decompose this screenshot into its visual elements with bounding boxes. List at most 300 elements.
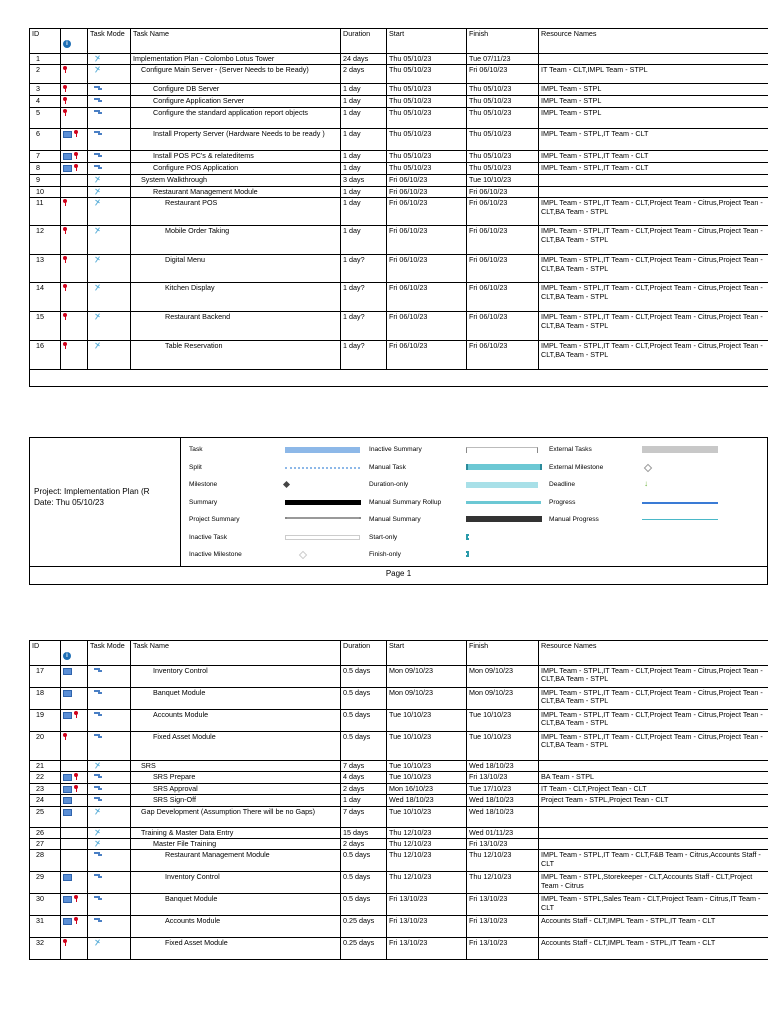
task-id-cell[interactable]: 21	[30, 761, 61, 772]
indicators-cell[interactable]	[61, 163, 88, 175]
resource-names-cell[interactable]: IMPL Team - STPL,IT Team - CLT,F&B Team - Citrus,Accounts Staff - CLT	[539, 850, 768, 872]
duration-cell[interactable]: 2 days	[341, 65, 387, 84]
task-id-cell[interactable]: 25	[30, 806, 61, 827]
finish-date-cell[interactable]: Tue 07/11/23	[467, 54, 539, 65]
resource-names-cell[interactable]: IMPL Team - STPL,IT Team - CLT,Project Team - Citrus,Project Tean - CLT,BA Team - STPL	[539, 198, 768, 226]
task-name-cell[interactable]: Banquet Module	[131, 894, 341, 916]
task-id-cell[interactable]: 19	[30, 710, 61, 732]
task-name-cell[interactable]: System Walkthrough	[131, 175, 341, 186]
finish-date-cell[interactable]: Thu 05/10/23	[467, 84, 539, 96]
duration-cell[interactable]: 0.5 days	[341, 688, 387, 710]
resource-names-cell[interactable]: Project Team - STPL,Project Tean - CLT	[539, 795, 768, 806]
duration-cell[interactable]: 4 days	[341, 772, 387, 783]
task-row-12[interactable]	[30, 226, 768, 255]
duration-cell[interactable]: 0.25 days	[341, 938, 387, 960]
indicators-cell[interactable]	[61, 129, 88, 151]
task-id-cell[interactable]: 1	[30, 54, 61, 65]
duration-cell[interactable]: 0.5 days	[341, 732, 387, 761]
duration-cell[interactable]: 0.5 days	[341, 666, 387, 688]
task-mode-cell[interactable]	[88, 54, 131, 65]
task-name-cell[interactable]: Accounts Module	[131, 916, 341, 938]
duration-cell[interactable]: 1 day?	[341, 283, 387, 312]
duration-cell[interactable]: 1 day	[341, 795, 387, 806]
duration-cell[interactable]: 0.5 days	[341, 894, 387, 916]
resource-names-cell[interactable]: IMPL Team - STPL,IT Team - CLT,Project Team - Citrus,Project Tean - CLT,BA Team - STPL	[539, 710, 768, 732]
start-date-cell[interactable]: Thu 05/10/23	[387, 96, 467, 108]
start-date-cell[interactable]: Thu 05/10/23	[387, 65, 467, 84]
col-header-indicators[interactable]	[61, 641, 88, 666]
finish-date-cell[interactable]: Fri 13/10/23	[467, 772, 539, 783]
finish-date-cell[interactable]: Tue 10/10/23	[467, 732, 539, 761]
finish-date-cell[interactable]: Fri 13/10/23	[467, 894, 539, 916]
task-name-cell[interactable]: Mobile Order Taking	[131, 226, 341, 255]
start-date-cell[interactable]: Thu 12/10/23	[387, 850, 467, 872]
task-name-cell[interactable]: Fixed Asset Module	[131, 938, 341, 960]
task-row-2[interactable]	[30, 65, 768, 84]
finish-date-cell[interactable]: Wed 18/10/23	[467, 761, 539, 772]
task-row-3[interactable]	[30, 84, 768, 96]
task-mode-cell[interactable]	[88, 96, 131, 108]
finish-date-cell[interactable]: Fri 06/10/23	[467, 283, 539, 312]
duration-cell[interactable]: 1 day	[341, 198, 387, 226]
task-id-cell[interactable]: 12	[30, 226, 61, 255]
task-id-cell[interactable]: 6	[30, 129, 61, 151]
indicators-cell[interactable]	[61, 666, 88, 688]
resource-names-cell[interactable]	[539, 54, 768, 65]
task-mode-cell[interactable]	[88, 129, 131, 151]
start-date-cell[interactable]: Fri 13/10/23	[387, 916, 467, 938]
finish-date-cell[interactable]: Tue 10/10/23	[467, 175, 539, 186]
resource-names-cell[interactable]: BA Team - STPL	[539, 772, 768, 783]
finish-date-cell[interactable]: Wed 18/10/23	[467, 806, 539, 827]
task-mode-cell[interactable]	[88, 151, 131, 163]
start-date-cell[interactable]: Mon 16/10/23	[387, 783, 467, 794]
task-mode-cell[interactable]	[88, 872, 131, 894]
task-mode-cell[interactable]	[88, 175, 131, 186]
resource-names-cell[interactable]: Accounts Staff - CLT,IMPL Team - STPL,IT Team - CLT	[539, 916, 768, 938]
task-mode-cell[interactable]	[88, 341, 131, 370]
indicators-cell[interactable]	[61, 186, 88, 197]
resource-names-cell[interactable]	[539, 827, 768, 838]
task-mode-cell[interactable]	[88, 688, 131, 710]
task-mode-cell[interactable]	[88, 163, 131, 175]
task-id-cell[interactable]: 26	[30, 827, 61, 838]
task-id-cell[interactable]: 2	[30, 65, 61, 84]
task-row-17[interactable]	[30, 666, 768, 688]
task-id-cell[interactable]: 31	[30, 916, 61, 938]
start-date-cell[interactable]: Tue 10/10/23	[387, 761, 467, 772]
duration-cell[interactable]: 1 day?	[341, 255, 387, 283]
task-id-cell[interactable]: 18	[30, 688, 61, 710]
task-row-5[interactable]	[30, 108, 768, 129]
task-row-22[interactable]	[30, 772, 768, 783]
resource-names-cell[interactable]: Accounts Staff - CLT,IMPL Team - STPL,IT Team - CLT	[539, 938, 768, 960]
task-name-cell[interactable]: Fixed Asset Module	[131, 732, 341, 761]
task-id-cell[interactable]: 17	[30, 666, 61, 688]
start-date-cell[interactable]: Tue 10/10/23	[387, 772, 467, 783]
task-row-19[interactable]	[30, 710, 768, 732]
indicators-cell[interactable]	[61, 283, 88, 312]
task-mode-cell[interactable]	[88, 916, 131, 938]
duration-cell[interactable]: 7 days	[341, 761, 387, 772]
task-row-23[interactable]	[30, 783, 768, 794]
resource-names-cell[interactable]: IMPL Team - STPL,IT Team - CLT,Project Team - Citrus,Project Tean - CLT,BA Team - STPL	[539, 341, 768, 370]
duration-cell[interactable]: 1 day	[341, 129, 387, 151]
task-id-cell[interactable]: 27	[30, 839, 61, 850]
duration-cell[interactable]: 0.5 days	[341, 872, 387, 894]
resource-names-cell[interactable]	[539, 806, 768, 827]
task-name-cell[interactable]: Inventory Control	[131, 666, 341, 688]
task-name-cell[interactable]: Table Reservation	[131, 341, 341, 370]
task-row-18[interactable]	[30, 688, 768, 710]
start-date-cell[interactable]: Thu 12/10/23	[387, 839, 467, 850]
task-name-cell[interactable]: Implementation Plan - Colombo Lotus Tower	[131, 54, 341, 65]
start-date-cell[interactable]: Mon 09/10/23	[387, 688, 467, 710]
start-date-cell[interactable]: Fri 13/10/23	[387, 938, 467, 960]
task-mode-cell[interactable]	[88, 827, 131, 838]
duration-cell[interactable]: 1 day	[341, 96, 387, 108]
finish-date-cell[interactable]: Thu 12/10/23	[467, 872, 539, 894]
task-row-24[interactable]	[30, 795, 768, 806]
task-row-25[interactable]	[30, 806, 768, 827]
finish-date-cell[interactable]: Fri 06/10/23	[467, 255, 539, 283]
resource-names-cell[interactable]: IMPL Team - STPL	[539, 84, 768, 96]
col-header-resource-names[interactable]: Resource Names	[539, 641, 768, 666]
start-date-cell[interactable]: Fri 13/10/23	[387, 894, 467, 916]
start-date-cell[interactable]: Fri 06/10/23	[387, 312, 467, 341]
col-header-task-name[interactable]: Task Name	[131, 641, 341, 666]
task-mode-cell[interactable]	[88, 108, 131, 129]
task-name-cell[interactable]: Training & Master Data Entry	[131, 827, 341, 838]
col-header-duration[interactable]: Duration	[341, 29, 387, 54]
resource-names-cell[interactable]: IMPL Team - STPL,IT Team - CLT	[539, 129, 768, 151]
start-date-cell[interactable]: Thu 12/10/23	[387, 827, 467, 838]
task-row-11[interactable]	[30, 198, 768, 226]
duration-cell[interactable]: 0.5 days	[341, 850, 387, 872]
indicators-cell[interactable]	[61, 761, 88, 772]
start-date-cell[interactable]: Fri 06/10/23	[387, 283, 467, 312]
task-mode-cell[interactable]	[88, 850, 131, 872]
start-date-cell[interactable]: Thu 05/10/23	[387, 151, 467, 163]
task-id-cell[interactable]: 8	[30, 163, 61, 175]
task-id-cell[interactable]: 22	[30, 772, 61, 783]
task-mode-cell[interactable]	[88, 795, 131, 806]
task-mode-cell[interactable]	[88, 761, 131, 772]
duration-cell[interactable]: 1 day	[341, 226, 387, 255]
indicators-cell[interactable]	[61, 806, 88, 827]
task-name-cell[interactable]: Configure POS Application	[131, 163, 341, 175]
start-date-cell[interactable]: Fri 06/10/23	[387, 186, 467, 197]
finish-date-cell[interactable]: Fri 13/10/23	[467, 938, 539, 960]
duration-cell[interactable]: 1 day	[341, 108, 387, 129]
task-mode-cell[interactable]	[88, 255, 131, 283]
task-id-cell[interactable]: 16	[30, 341, 61, 370]
task-row-16[interactable]	[30, 341, 768, 370]
task-mode-cell[interactable]	[88, 938, 131, 960]
indicators-cell[interactable]	[61, 65, 88, 84]
resource-names-cell[interactable]: IMPL Team - STPL,IT Team - CLT	[539, 151, 768, 163]
start-date-cell[interactable]: Thu 05/10/23	[387, 108, 467, 129]
resource-names-cell[interactable]: IMPL Team - STPL,IT Team - CLT,Project Team - Citrus,Project Tean - CLT,BA Team - STPL	[539, 283, 768, 312]
col-header-duration[interactable]: Duration	[341, 641, 387, 666]
task-row-21[interactable]	[30, 761, 768, 772]
col-header-id[interactable]: ID	[30, 641, 61, 666]
start-date-cell[interactable]: Fri 06/10/23	[387, 226, 467, 255]
task-id-cell[interactable]: 28	[30, 850, 61, 872]
col-header-start[interactable]: Start	[387, 641, 467, 666]
task-row-14[interactable]	[30, 283, 768, 312]
resource-names-cell[interactable]: IT Team - CLT,IMPL Team - STPL	[539, 65, 768, 84]
task-name-cell[interactable]: SRS Prepare	[131, 772, 341, 783]
task-row-1[interactable]	[30, 54, 768, 65]
col-header-indicators[interactable]	[61, 29, 88, 54]
duration-cell[interactable]: 3 days	[341, 175, 387, 186]
task-id-cell[interactable]: 3	[30, 84, 61, 96]
task-id-cell[interactable]: 13	[30, 255, 61, 283]
task-row-29[interactable]	[30, 872, 768, 894]
start-date-cell[interactable]: Fri 06/10/23	[387, 175, 467, 186]
resource-names-cell[interactable]: IMPL Team - STPL,IT Team - CLT,Project Team - Citrus,Project Tean - CLT,BA Team - STPL	[539, 226, 768, 255]
finish-date-cell[interactable]: Fri 13/10/23	[467, 839, 539, 850]
indicators-cell[interactable]	[61, 255, 88, 283]
indicators-cell[interactable]	[61, 108, 88, 129]
task-row-4[interactable]	[30, 96, 768, 108]
col-header-task-mode[interactable]: Task Mode	[88, 29, 131, 54]
finish-date-cell[interactable]: Wed 18/10/23	[467, 795, 539, 806]
start-date-cell[interactable]: Fri 06/10/23	[387, 341, 467, 370]
start-date-cell[interactable]: Thu 05/10/23	[387, 54, 467, 65]
task-name-cell[interactable]: SRS	[131, 761, 341, 772]
task-id-cell[interactable]: 7	[30, 151, 61, 163]
indicators-cell[interactable]	[61, 151, 88, 163]
duration-cell[interactable]: 0.25 days	[341, 916, 387, 938]
indicators-cell[interactable]	[61, 795, 88, 806]
task-id-cell[interactable]: 10	[30, 186, 61, 197]
finish-date-cell[interactable]: Fri 06/10/23	[467, 65, 539, 84]
resource-names-cell[interactable]: IMPL Team - STPL	[539, 96, 768, 108]
task-row-31[interactable]	[30, 916, 768, 938]
task-row-13[interactable]	[30, 255, 768, 283]
task-row-28[interactable]	[30, 850, 768, 872]
task-row-27[interactable]	[30, 839, 768, 850]
duration-cell[interactable]: 1 day?	[341, 341, 387, 370]
task-name-cell[interactable]: Install POS PC's & relateditems	[131, 151, 341, 163]
duration-cell[interactable]: 1 day	[341, 186, 387, 197]
indicators-cell[interactable]	[61, 783, 88, 794]
resource-names-cell[interactable]: IMPL Team - STPL,IT Team - CLT,Project Team - Citrus,Project Tean - CLT,BA Team - STPL	[539, 666, 768, 688]
task-row-20[interactable]	[30, 732, 768, 761]
col-header-finish[interactable]: Finish	[467, 29, 539, 54]
duration-cell[interactable]: 2 days	[341, 839, 387, 850]
resource-names-cell[interactable]: IMPL Team - STPL,Storekeeper - CLT,Accounts Staff - CLT,Project Team - Citrus	[539, 872, 768, 894]
resource-names-cell[interactable]	[539, 761, 768, 772]
start-date-cell[interactable]: Tue 10/10/23	[387, 806, 467, 827]
task-id-cell[interactable]: 14	[30, 283, 61, 312]
start-date-cell[interactable]: Mon 09/10/23	[387, 666, 467, 688]
task-mode-cell[interactable]	[88, 894, 131, 916]
finish-date-cell[interactable]: Mon 09/10/23	[467, 688, 539, 710]
resource-names-cell[interactable]: IMPL Team - STPL	[539, 108, 768, 129]
start-date-cell[interactable]: Wed 18/10/23	[387, 795, 467, 806]
task-name-cell[interactable]: Restaurant Management Module	[131, 850, 341, 872]
task-id-cell[interactable]: 11	[30, 198, 61, 226]
task-id-cell[interactable]: 23	[30, 783, 61, 794]
duration-cell[interactable]: 1 day	[341, 84, 387, 96]
task-mode-cell[interactable]	[88, 710, 131, 732]
task-name-cell[interactable]: Gap Development (Assumption There will be no Gaps)	[131, 806, 341, 827]
task-name-cell[interactable]: Configure the standard application report objects	[131, 108, 341, 129]
task-mode-cell[interactable]	[88, 198, 131, 226]
task-mode-cell[interactable]	[88, 312, 131, 341]
task-name-cell[interactable]: Digital Menu	[131, 255, 341, 283]
finish-date-cell[interactable]: Thu 05/10/23	[467, 129, 539, 151]
task-id-cell[interactable]: 5	[30, 108, 61, 129]
task-mode-cell[interactable]	[88, 186, 131, 197]
duration-cell[interactable]: 7 days	[341, 806, 387, 827]
indicators-cell[interactable]	[61, 772, 88, 783]
task-id-cell[interactable]: 4	[30, 96, 61, 108]
task-row-10[interactable]	[30, 186, 768, 197]
task-id-cell[interactable]: 20	[30, 732, 61, 761]
resource-names-cell[interactable]: IT Team - CLT,Project Tean - CLT	[539, 783, 768, 794]
finish-date-cell[interactable]: Fri 06/10/23	[467, 312, 539, 341]
resource-names-cell[interactable]: IMPL Team - STPL,IT Team - CLT	[539, 163, 768, 175]
task-row-6[interactable]	[30, 129, 768, 151]
finish-date-cell[interactable]: Thu 12/10/23	[467, 850, 539, 872]
task-name-cell[interactable]: SRS Approval	[131, 783, 341, 794]
start-date-cell[interactable]: Tue 10/10/23	[387, 732, 467, 761]
indicators-cell[interactable]	[61, 84, 88, 96]
start-date-cell[interactable]: Thu 05/10/23	[387, 84, 467, 96]
indicators-cell[interactable]	[61, 198, 88, 226]
task-name-cell[interactable]: Master File Training	[131, 839, 341, 850]
indicators-cell[interactable]	[61, 710, 88, 732]
indicators-cell[interactable]	[61, 732, 88, 761]
task-mode-cell[interactable]	[88, 772, 131, 783]
start-date-cell[interactable]: Thu 12/10/23	[387, 872, 467, 894]
col-header-start[interactable]: Start	[387, 29, 467, 54]
finish-date-cell[interactable]: Thu 05/10/23	[467, 108, 539, 129]
finish-date-cell[interactable]: Fri 13/10/23	[467, 916, 539, 938]
resource-names-cell[interactable]: IMPL Team - STPL,IT Team - CLT,Project Team - Citrus,Project Tean - CLT,BA Team - STPL	[539, 732, 768, 761]
indicators-cell[interactable]	[61, 54, 88, 65]
task-name-cell[interactable]: Install Property Server (Hardware Needs to be ready )	[131, 129, 341, 151]
start-date-cell[interactable]: Thu 05/10/23	[387, 163, 467, 175]
duration-cell[interactable]: 2 days	[341, 783, 387, 794]
finish-date-cell[interactable]: Tue 10/10/23	[467, 710, 539, 732]
task-name-cell[interactable]: SRS Sign-Off	[131, 795, 341, 806]
resource-names-cell[interactable]	[539, 839, 768, 850]
indicators-cell[interactable]	[61, 894, 88, 916]
start-date-cell[interactable]: Fri 06/10/23	[387, 255, 467, 283]
resource-names-cell[interactable]: IMPL Team - STPL,IT Team - CLT,Project Team - Citrus,Project Tean - CLT,BA Team - STPL	[539, 312, 768, 341]
task-mode-cell[interactable]	[88, 283, 131, 312]
indicators-cell[interactable]	[61, 916, 88, 938]
task-mode-cell[interactable]	[88, 732, 131, 761]
task-row-9[interactable]	[30, 175, 768, 186]
resource-names-cell[interactable]	[539, 186, 768, 197]
col-header-resource-names[interactable]: Resource Names	[539, 29, 768, 54]
finish-date-cell[interactable]: Wed 01/11/23	[467, 827, 539, 838]
indicators-cell[interactable]	[61, 341, 88, 370]
task-name-cell[interactable]: Restaurant Backend	[131, 312, 341, 341]
resource-names-cell[interactable]: IMPL Team - STPL,Sales Team - CLT,Project Team - Citrus,IT Team - CLT	[539, 894, 768, 916]
task-mode-cell[interactable]	[88, 839, 131, 850]
finish-date-cell[interactable]: Thu 05/10/23	[467, 96, 539, 108]
indicators-cell[interactable]	[61, 827, 88, 838]
finish-date-cell[interactable]: Fri 06/10/23	[467, 186, 539, 197]
col-header-id[interactable]: ID	[30, 29, 61, 54]
col-header-task-mode[interactable]: Task Mode	[88, 641, 131, 666]
task-mode-cell[interactable]	[88, 806, 131, 827]
finish-date-cell[interactable]: Fri 06/10/23	[467, 226, 539, 255]
col-header-task-name[interactable]: Task Name	[131, 29, 341, 54]
resource-names-cell[interactable]: IMPL Team - STPL,IT Team - CLT,Project Team - Citrus,Project Tean - CLT,BA Team - STPL	[539, 255, 768, 283]
task-name-cell[interactable]: Restaurant Management Module	[131, 186, 341, 197]
duration-cell[interactable]: 0.5 days	[341, 710, 387, 732]
task-mode-cell[interactable]	[88, 84, 131, 96]
col-header-finish[interactable]: Finish	[467, 641, 539, 666]
duration-cell[interactable]: 24 days	[341, 54, 387, 65]
task-name-cell[interactable]: Inventory Control	[131, 872, 341, 894]
duration-cell[interactable]: 1 day?	[341, 312, 387, 341]
resource-names-cell[interactable]	[539, 175, 768, 186]
resource-names-cell[interactable]: IMPL Team - STPL,IT Team - CLT,Project Team - Citrus,Project Tean - CLT,BA Team - STPL	[539, 688, 768, 710]
task-row-32[interactable]	[30, 938, 768, 960]
indicators-cell[interactable]	[61, 312, 88, 341]
task-name-cell[interactable]: Restaurant POS	[131, 198, 341, 226]
finish-date-cell[interactable]: Thu 05/10/23	[467, 163, 539, 175]
task-row-26[interactable]	[30, 827, 768, 838]
task-name-cell[interactable]: Accounts Module	[131, 710, 341, 732]
task-id-cell[interactable]: 32	[30, 938, 61, 960]
task-mode-cell[interactable]	[88, 65, 131, 84]
task-id-cell[interactable]: 29	[30, 872, 61, 894]
finish-date-cell[interactable]: Mon 09/10/23	[467, 666, 539, 688]
task-id-cell[interactable]: 9	[30, 175, 61, 186]
start-date-cell[interactable]: Tue 10/10/23	[387, 710, 467, 732]
task-row-7[interactable]	[30, 151, 768, 163]
task-mode-cell[interactable]	[88, 783, 131, 794]
indicators-cell[interactable]	[61, 688, 88, 710]
task-name-cell[interactable]: Kitchen Display	[131, 283, 341, 312]
start-date-cell[interactable]: Thu 05/10/23	[387, 129, 467, 151]
task-row-30[interactable]	[30, 894, 768, 916]
duration-cell[interactable]: 1 day	[341, 151, 387, 163]
task-row-8[interactable]	[30, 163, 768, 175]
indicators-cell[interactable]	[61, 175, 88, 186]
task-name-cell[interactable]: Configure Application Server	[131, 96, 341, 108]
task-name-cell[interactable]: Banquet Module	[131, 688, 341, 710]
task-id-cell[interactable]: 24	[30, 795, 61, 806]
finish-date-cell[interactable]: Fri 06/10/23	[467, 341, 539, 370]
start-date-cell[interactable]: Fri 06/10/23	[387, 198, 467, 226]
task-name-cell[interactable]: Configure Main Server - (Server Needs to be Ready)	[131, 65, 341, 84]
duration-cell[interactable]: 1 day	[341, 163, 387, 175]
finish-date-cell[interactable]: Tue 17/10/23	[467, 783, 539, 794]
indicators-cell[interactable]	[61, 226, 88, 255]
indicators-cell[interactable]	[61, 839, 88, 850]
task-id-cell[interactable]: 30	[30, 894, 61, 916]
task-name-cell[interactable]: Configure DB Server	[131, 84, 341, 96]
task-mode-cell[interactable]	[88, 666, 131, 688]
indicators-cell[interactable]	[61, 872, 88, 894]
indicators-cell[interactable]	[61, 938, 88, 960]
finish-date-cell[interactable]: Fri 06/10/23	[467, 198, 539, 226]
task-id-cell[interactable]: 15	[30, 312, 61, 341]
indicators-cell[interactable]	[61, 96, 88, 108]
finish-date-cell[interactable]: Thu 05/10/23	[467, 151, 539, 163]
